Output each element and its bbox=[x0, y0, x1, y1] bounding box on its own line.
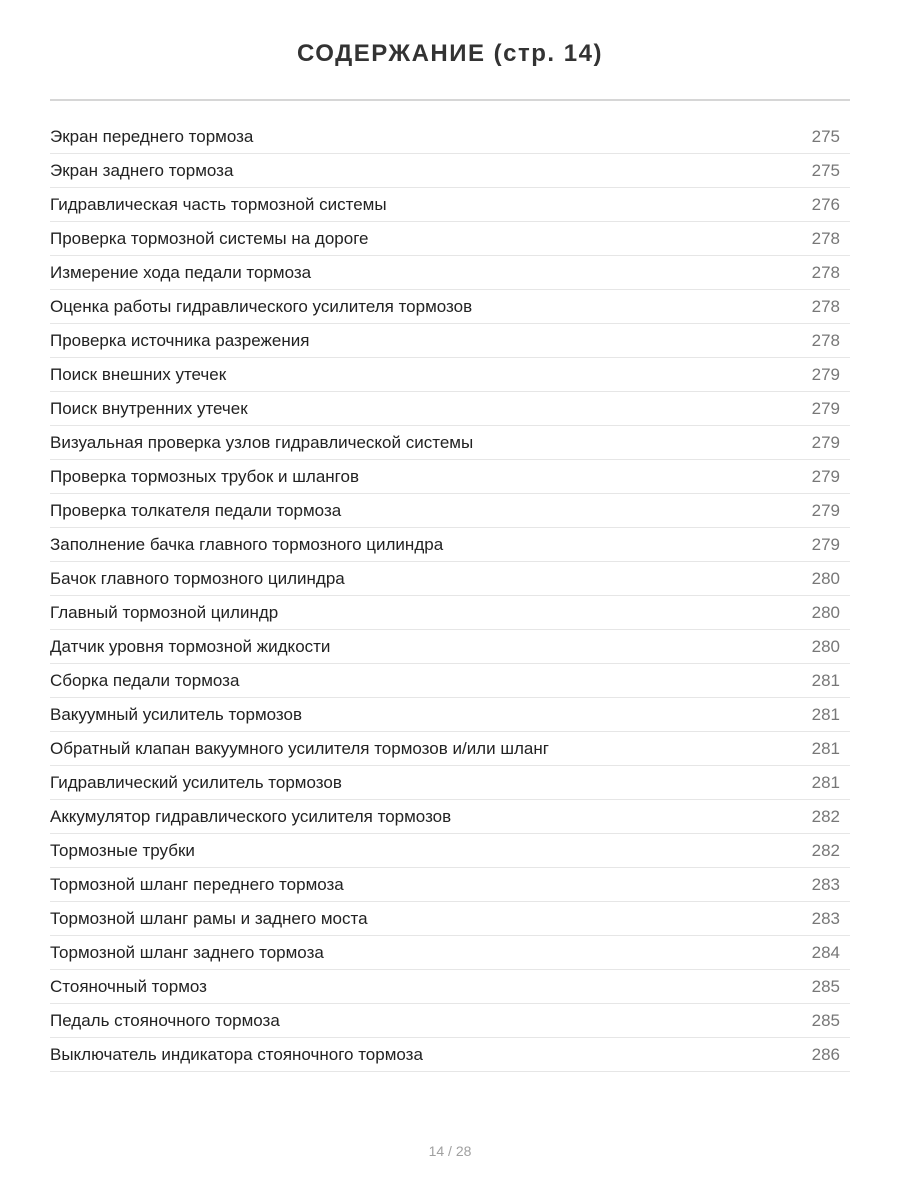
toc-entry[interactable] bbox=[50, 868, 850, 902]
toc-entry-page-number: 279 bbox=[811, 398, 840, 418]
toc-entry[interactable] bbox=[50, 222, 850, 256]
toc-entry[interactable] bbox=[50, 800, 850, 834]
toc-entry-title[interactable]: Тормозной шланг рамы и заднего моста bbox=[50, 908, 368, 928]
toc-entry[interactable] bbox=[50, 664, 850, 698]
toc-entry-title[interactable]: Экран заднего тормоза bbox=[50, 160, 234, 180]
toc-entry-title[interactable]: Сборка педали тормоза bbox=[50, 670, 240, 690]
toc-entry-title[interactable]: Тормозной шланг переднего тормоза bbox=[50, 874, 344, 894]
page-title: СОДЕРЖАНИЕ (стр. 14) bbox=[297, 40, 603, 67]
toc-entry[interactable] bbox=[50, 902, 850, 936]
toc-entry[interactable] bbox=[50, 188, 850, 222]
toc-entry[interactable] bbox=[50, 1004, 850, 1038]
toc-entry[interactable] bbox=[50, 290, 850, 324]
toc-entry[interactable] bbox=[50, 256, 850, 290]
toc-entry-page-number: 279 bbox=[811, 500, 840, 520]
toc-entry[interactable] bbox=[50, 1038, 850, 1072]
toc-entry-title[interactable]: Поиск внешних утечек bbox=[50, 364, 227, 384]
toc-entry-page-number: 285 bbox=[811, 976, 840, 996]
toc-entry-title[interactable]: Главный тормозной цилиндр bbox=[50, 602, 279, 622]
toc-entry-page-number: 278 bbox=[811, 262, 840, 282]
toc-entry-title[interactable]: Бачок главного тормозного цилиндра bbox=[50, 568, 345, 588]
toc-entry-title[interactable]: Измерение хода педали тормоза bbox=[50, 262, 312, 282]
toc-entry-title[interactable]: Оценка работы гидравлического усилителя тормозов bbox=[50, 296, 473, 316]
toc-entry-page-number: 283 bbox=[811, 874, 840, 894]
toc-entry-page-number: 282 bbox=[811, 806, 840, 826]
toc-entry-title[interactable]: Гидравлическая часть тормозной системы bbox=[50, 194, 387, 214]
toc-entry[interactable] bbox=[50, 936, 850, 970]
toc-entry[interactable] bbox=[50, 358, 850, 392]
toc-entry[interactable] bbox=[50, 698, 850, 732]
toc-entry-title[interactable]: Проверка тормозных трубок и шлангов bbox=[50, 466, 359, 486]
toc-entry-page-number: 283 bbox=[811, 908, 840, 928]
toc-entry[interactable] bbox=[50, 392, 850, 426]
toc-entry-title[interactable]: Визуальная проверка узлов гидравлической системы bbox=[50, 432, 474, 452]
toc-entry-title[interactable]: Педаль стояночного тормоза bbox=[50, 1010, 280, 1030]
toc-entry[interactable] bbox=[50, 562, 850, 596]
toc-entry-page-number: 284 bbox=[811, 942, 840, 962]
toc-entry-page-number: 280 bbox=[811, 602, 840, 622]
title-divider bbox=[50, 99, 850, 101]
toc-entry-title[interactable]: Экран переднего тормоза bbox=[50, 126, 254, 146]
toc-entry[interactable] bbox=[50, 494, 850, 528]
toc-entry[interactable] bbox=[50, 630, 850, 664]
page-indicator: 14 / 28 bbox=[428, 1143, 472, 1159]
toc-entry-page-number: 286 bbox=[811, 1044, 840, 1064]
toc-entry[interactable] bbox=[50, 120, 850, 154]
toc-entry-page-number: 275 bbox=[811, 126, 840, 146]
toc-entry-page-number: 276 bbox=[811, 194, 840, 214]
toc-entry-page-number: 278 bbox=[811, 330, 840, 350]
toc-entry-title[interactable]: Проверка источника разрежения bbox=[50, 330, 310, 350]
toc-entry[interactable] bbox=[50, 834, 850, 868]
toc-entry[interactable] bbox=[50, 528, 850, 562]
toc-entry-title[interactable]: Заполнение бачка главного тормозного цилиндра bbox=[50, 534, 444, 554]
toc-entry-page-number: 279 bbox=[811, 534, 840, 554]
toc-entry-title[interactable]: Аккумулятор гидравлического усилителя тормозов bbox=[50, 806, 452, 826]
toc-entry-page-number: 285 bbox=[811, 1010, 840, 1030]
toc-entry-title[interactable]: Проверка толкателя педали тормоза bbox=[50, 500, 342, 520]
toc-entry-page-number: 281 bbox=[811, 738, 840, 758]
toc-entry-page-number: 281 bbox=[811, 772, 840, 792]
toc-entry-page-number: 280 bbox=[811, 636, 840, 656]
toc-entry-page-number: 275 bbox=[811, 160, 840, 180]
toc-entry[interactable] bbox=[50, 766, 850, 800]
toc-entry-page-number: 279 bbox=[811, 466, 840, 486]
toc-entry[interactable] bbox=[50, 426, 850, 460]
toc-entry-title[interactable]: Выключатель индикатора стояночного тормоза bbox=[50, 1044, 423, 1064]
toc-entry[interactable] bbox=[50, 460, 850, 494]
toc-entry[interactable] bbox=[50, 732, 850, 766]
toc-entry-title[interactable]: Проверка тормозной системы на дороге bbox=[50, 228, 369, 248]
toc-entry[interactable] bbox=[50, 596, 850, 630]
toc-entry[interactable] bbox=[50, 324, 850, 358]
toc-entry-title[interactable]: Гидравлический усилитель тормозов bbox=[50, 772, 342, 792]
toc-entry-title[interactable]: Поиск внутренних утечек bbox=[50, 398, 248, 418]
toc-list bbox=[50, 120, 850, 1072]
toc-entry-title[interactable]: Тормозной шланг заднего тормоза bbox=[50, 942, 324, 962]
toc-entry-page-number: 279 bbox=[811, 364, 840, 384]
toc-entry-page-number: 279 bbox=[811, 432, 840, 452]
toc-entry-title[interactable]: Датчик уровня тормозной жидкости bbox=[50, 636, 331, 656]
toc-entry-title[interactable]: Обратный клапан вакуумного усилителя тормозов и/или шланг bbox=[50, 738, 549, 758]
toc-entry[interactable] bbox=[50, 154, 850, 188]
toc-entry-title[interactable]: Стояночный тормоз bbox=[50, 976, 207, 996]
toc-entry-page-number: 278 bbox=[811, 296, 840, 316]
toc-entry-title[interactable]: Вакуумный усилитель тормозов bbox=[50, 704, 302, 724]
toc-entry-page-number: 281 bbox=[811, 704, 840, 724]
toc-entry[interactable] bbox=[50, 970, 850, 1004]
toc-entry-page-number: 280 bbox=[811, 568, 840, 588]
toc-entry-title[interactable]: Тормозные трубки bbox=[50, 840, 195, 860]
toc-entry-page-number: 281 bbox=[811, 670, 840, 690]
toc-entry-page-number: 278 bbox=[811, 228, 840, 248]
toc-entry-page-number: 282 bbox=[811, 840, 840, 860]
